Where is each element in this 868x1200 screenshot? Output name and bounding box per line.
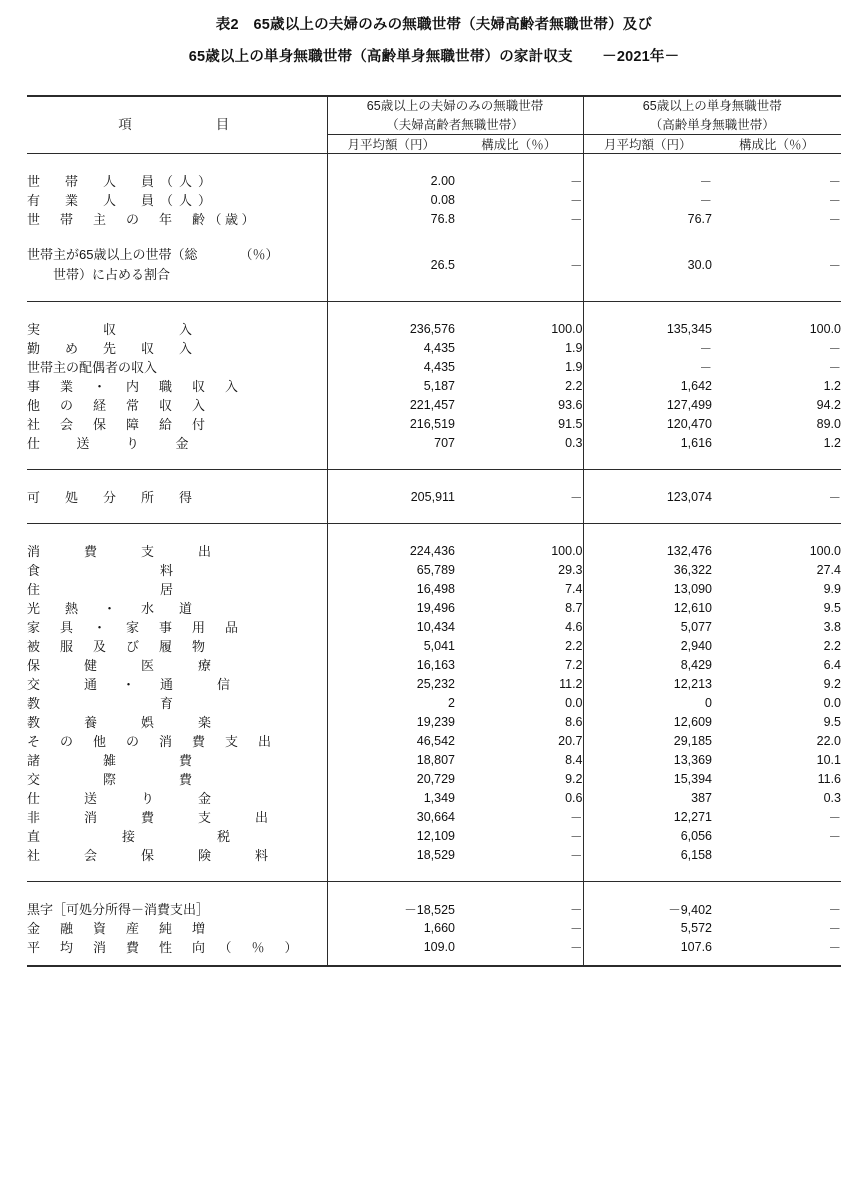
row-single-amount: 12,213 xyxy=(583,674,712,693)
row-couple-share: － xyxy=(569,174,583,189)
row-couple-amount: 18,807 xyxy=(327,750,455,769)
row-single-share: 9.9 xyxy=(823,581,841,596)
table-row xyxy=(27,674,841,693)
row-couple-share: 2.2 xyxy=(565,378,583,393)
row-couple-share: 100.0 xyxy=(551,543,583,558)
row-single-amount: 76.7 xyxy=(583,209,712,228)
row-couple-amount: 4,435 xyxy=(327,357,455,376)
row-couple-share: 8.4 xyxy=(565,752,583,767)
row-couple-amount: 236,576 xyxy=(327,319,455,338)
row-couple-share: 1.9 xyxy=(565,340,583,355)
row-couple-share: 4.6 xyxy=(565,619,583,634)
row-label: 黒字［可処分所得－消費支出］ xyxy=(27,902,210,918)
row-couple-share: － xyxy=(569,902,583,917)
row-label: 被 服 及 び 履 物 xyxy=(27,639,209,655)
row-couple-amount: 224,436 xyxy=(327,541,455,560)
row-label: 仕 送 り 金 xyxy=(27,436,193,452)
row-couple-amount: 12,109 xyxy=(327,826,455,845)
row-label: 住 居 xyxy=(27,582,180,598)
row-single-share: － xyxy=(828,810,841,825)
table-row xyxy=(27,579,841,598)
header-group-couple-line1: 65歳以上の夫婦のみの無職世帯 xyxy=(366,98,544,113)
header-group-couple xyxy=(327,96,583,135)
row-couple-amount: 16,498 xyxy=(327,579,455,598)
row-couple-share: － xyxy=(569,940,583,955)
table-row xyxy=(27,655,841,674)
row-couple-amount: 19,496 xyxy=(327,598,455,617)
row-single-share: 1.2 xyxy=(823,378,841,393)
row-single-share: 22.0 xyxy=(816,733,841,748)
row-single-share: － xyxy=(828,360,841,375)
header-single-share: 構成比（％） xyxy=(712,135,841,154)
row-label: 諸 雑 費 xyxy=(27,753,199,769)
header-group-single-line2: （高齢単身無職世帯） xyxy=(649,117,775,132)
row-label: 光 熱 ・ 水 道 xyxy=(27,601,199,617)
row-single-amount: 5,572 xyxy=(583,918,712,937)
row-label: 平 均 消 費 性 向 （ ％ ） xyxy=(27,940,302,956)
table-row xyxy=(27,209,841,228)
row-single-amount: 132,476 xyxy=(583,541,712,560)
row-couple-share: 8.7 xyxy=(565,600,583,615)
row-single-share: 100.0 xyxy=(809,321,841,336)
row-couple-amount: 26.5 xyxy=(327,245,455,284)
row-single-share xyxy=(712,845,841,864)
row-couple-share: 29.3 xyxy=(558,562,583,577)
row-label: 世 帯 人 員（人） xyxy=(27,174,218,190)
row-single-share: 94.2 xyxy=(816,397,841,412)
row-single-share: － xyxy=(828,258,841,273)
row-single-share: 1.2 xyxy=(823,435,841,450)
row-single-share: 0.3 xyxy=(823,790,841,805)
row-label: 勤 め 先 収 入 xyxy=(27,341,199,357)
row-couple-share: 1.9 xyxy=(565,359,583,374)
row-single-amount: 2,940 xyxy=(583,636,712,655)
row-single-amount: 12,609 xyxy=(583,712,712,731)
row-couple-share: 2.2 xyxy=(565,638,583,653)
row-couple-amount: 65,789 xyxy=(327,560,455,579)
spacer xyxy=(27,154,841,171)
row-couple-amount: 0.08 xyxy=(327,190,455,209)
table-row xyxy=(27,560,841,579)
row-single-amount: 120,470 xyxy=(583,414,712,433)
row-couple-share: 8.6 xyxy=(565,714,583,729)
row-label: 事 業 ・ 内 職 収 入 xyxy=(27,379,242,395)
row-couple-amount: 46,542 xyxy=(327,731,455,750)
row-couple-share: 0.6 xyxy=(565,790,583,805)
table-row xyxy=(27,598,841,617)
spacer xyxy=(27,506,841,524)
row-label: 可 処 分 所 得 xyxy=(27,490,199,506)
row-single-share: 9.2 xyxy=(823,676,841,691)
row-couple-share: 100.0 xyxy=(551,321,583,336)
row-single-amount: 1,616 xyxy=(583,433,712,452)
row-couple-amount: 20,729 xyxy=(327,769,455,788)
row-single-share: 2.2 xyxy=(823,638,841,653)
table-row xyxy=(27,487,841,506)
row-single-amount: 0 xyxy=(583,693,712,712)
row-single-share: 9.5 xyxy=(823,714,841,729)
spacer xyxy=(27,956,841,966)
row-couple-share: 7.4 xyxy=(565,581,583,596)
row-label: 直 接 税 xyxy=(27,829,237,845)
row-couple-share: 20.7 xyxy=(558,733,583,748)
table-row xyxy=(27,750,841,769)
row-single-amount: 12,610 xyxy=(583,598,712,617)
row-single-share: － xyxy=(828,193,841,208)
row-single-share: － xyxy=(828,174,841,189)
row-label: 食 料 xyxy=(27,563,180,579)
table-row xyxy=(27,245,841,284)
spacer xyxy=(27,524,841,541)
row-label: 社 会 保 障 給 付 xyxy=(27,417,209,433)
row-label-line1-text: 世帯主が65歳以上の世帯（総 xyxy=(27,247,198,263)
row-single-share: 9.5 xyxy=(823,600,841,615)
row-couple-share: 0.3 xyxy=(565,435,583,450)
table-row xyxy=(27,636,841,655)
table-row xyxy=(27,807,841,826)
row-single-share: 11.6 xyxy=(817,771,841,786)
row-single-share: － xyxy=(828,341,841,356)
row-label: 教 育 xyxy=(27,696,180,712)
row-couple-amount: 25,232 xyxy=(327,674,455,693)
row-couple-share: － xyxy=(569,258,583,273)
row-couple-share: 93.6 xyxy=(558,397,583,412)
row-single-amount: 107.6 xyxy=(583,937,712,956)
table-row xyxy=(27,357,841,376)
row-couple-share: 7.2 xyxy=(565,657,583,672)
row-single-share: 100.0 xyxy=(809,543,841,558)
row-label: 他 の 経 常 収 入 xyxy=(27,398,209,414)
row-couple-share: 9.2 xyxy=(565,771,583,786)
row-couple-share: 91.5 xyxy=(558,416,583,431)
row-couple-amount: 18,529 xyxy=(327,845,455,864)
row-couple-amount: 707 xyxy=(327,433,455,452)
row-single-amount: 5,077 xyxy=(583,617,712,636)
header-group-single-line1: 65歳以上の単身無職世帯 xyxy=(642,98,782,113)
table-row xyxy=(27,937,841,956)
row-couple-amount: 4,435 xyxy=(327,338,455,357)
row-couple-amount: 19,239 xyxy=(327,712,455,731)
row-single-amount: 30.0 xyxy=(583,245,712,284)
row-label: 交 際 費 xyxy=(27,772,199,788)
spacer xyxy=(27,470,841,487)
table-row xyxy=(27,395,841,414)
row-label: 非 消 費 支 出 xyxy=(27,810,275,826)
row-single-amount: 8,429 xyxy=(583,655,712,674)
row-single-amount: 15,394 xyxy=(583,769,712,788)
table-row xyxy=(27,171,841,190)
row-single-share: 27.4 xyxy=(816,562,841,577)
row-couple-share: － xyxy=(569,829,583,844)
row-label: 有 業 人 員（人） xyxy=(27,193,218,209)
row-couple-share: － xyxy=(569,921,583,936)
table-row xyxy=(27,190,841,209)
row-label: 実 収 入 xyxy=(27,322,199,338)
row-couple-amount: 216,519 xyxy=(327,414,455,433)
table-row xyxy=(27,693,841,712)
row-single-amount: 6,158 xyxy=(583,845,712,864)
header-couple-share: 構成比（％） xyxy=(455,135,583,154)
row-couple-share: － xyxy=(569,848,583,863)
row-label: 世 帯 主 の 年 齢（歳） xyxy=(27,212,259,228)
header-group-couple-line2: （夫婦高齢者無職世帯） xyxy=(386,117,524,132)
row-single-share: 6.4 xyxy=(823,657,841,672)
row-single-share: 10.1 xyxy=(816,752,841,767)
row-single-amount: 13,090 xyxy=(583,579,712,598)
row-couple-share: － xyxy=(569,212,583,227)
row-single-amount: 13,369 xyxy=(583,750,712,769)
table-row xyxy=(27,433,841,452)
row-single-amount: － xyxy=(583,171,712,190)
row-single-share: 0.0 xyxy=(823,695,841,710)
row-single-amount: － xyxy=(583,357,712,376)
row-label: 世帯主の配偶者の収入 xyxy=(27,360,158,376)
row-couple-amount: 30,664 xyxy=(327,807,455,826)
row-single-amount: 135,345 xyxy=(583,319,712,338)
row-label-line2: 世帯）に占める割合 xyxy=(53,266,171,282)
row-single-amount: 1,642 xyxy=(583,376,712,395)
row-single-share: － xyxy=(828,829,841,844)
row-label: 金 融 資 産 純 増 xyxy=(27,921,209,937)
row-label: 仕 送 り 金 xyxy=(27,791,218,807)
row-couple-share: － xyxy=(569,193,583,208)
row-couple-amount: 109.0 xyxy=(327,937,455,956)
row-couple-amount: 76.8 xyxy=(327,209,455,228)
spacer xyxy=(27,882,841,899)
table-row xyxy=(27,376,841,395)
table-header-row-groups xyxy=(27,96,841,135)
title-line-2: 65歳以上の単身無職世帯（高齢単身無職世帯）の家計収支 －2021年－ xyxy=(188,49,680,66)
row-label: 交 通 ・ 通 信 xyxy=(27,677,237,693)
spacer xyxy=(27,228,841,245)
row-single-share: － xyxy=(828,940,841,955)
table-row xyxy=(27,899,841,918)
row-single-amount: 12,271 xyxy=(583,807,712,826)
row-single-amount: － xyxy=(583,190,712,209)
row-label: 家 具 ・ 家 事 用 品 xyxy=(27,620,242,636)
row-couple-amount: 10,434 xyxy=(327,617,455,636)
table-row xyxy=(27,414,841,433)
row-single-share: － xyxy=(828,212,841,227)
row-couple-share: 0.0 xyxy=(565,695,583,710)
row-single-share: 89.0 xyxy=(816,416,841,431)
row-couple-share: － xyxy=(569,490,583,505)
row-single-amount: －9,402 xyxy=(583,899,712,918)
title-line-1: 表2 65歳以上の夫婦のみの無職世帯（夫婦高齢者無職世帯）及び xyxy=(215,17,653,33)
table-row xyxy=(27,617,841,636)
table-row xyxy=(27,731,841,750)
row-single-share: 3.8 xyxy=(823,619,841,634)
row-single-amount: 36,322 xyxy=(583,560,712,579)
table-row xyxy=(27,918,841,937)
row-single-amount: 29,185 xyxy=(583,731,712,750)
row-label: 社 会 保 険 料 xyxy=(27,848,275,864)
row-label: 保 健 医 療 xyxy=(27,658,218,674)
table-row xyxy=(27,845,841,864)
table-row xyxy=(27,541,841,560)
row-single-share: － xyxy=(828,490,841,505)
row-label: 教 養 娯 楽 xyxy=(27,715,218,731)
table-row xyxy=(27,712,841,731)
table-bottom-rule xyxy=(27,966,841,967)
row-single-amount: 6,056 xyxy=(583,826,712,845)
spacer xyxy=(27,302,841,319)
header-group-single xyxy=(583,96,841,135)
table-title xyxy=(0,0,868,69)
row-couple-amount: 5,041 xyxy=(327,636,455,655)
row-couple-amount: 1,660 xyxy=(327,918,455,937)
row-couple-amount: 1,349 xyxy=(327,788,455,807)
row-couple-share: 11.2 xyxy=(559,676,583,691)
header-single-amount: 月平均額（円） xyxy=(583,135,712,154)
row-single-share: － xyxy=(828,921,841,936)
row-label-unit: （％） xyxy=(239,247,279,263)
row-couple-amount: 221,457 xyxy=(327,395,455,414)
row-label: そ の 他 の 消 費 支 出 xyxy=(27,734,275,750)
row-label-line1 xyxy=(27,245,327,265)
row-single-amount: 123,074 xyxy=(583,487,712,506)
row-single-amount: － xyxy=(583,338,712,357)
household-budget-table xyxy=(27,95,841,968)
spacer xyxy=(27,452,841,470)
table-row xyxy=(27,769,841,788)
row-single-share: － xyxy=(828,902,841,917)
row-couple-share: － xyxy=(569,810,583,825)
row-couple-amount: 205,911 xyxy=(327,487,455,506)
table-row xyxy=(27,338,841,357)
row-couple-amount: －18,525 xyxy=(327,899,455,918)
row-label xyxy=(27,245,327,284)
header-couple-amount: 月平均額（円） xyxy=(327,135,455,154)
row-couple-amount: 5,187 xyxy=(327,376,455,395)
spacer xyxy=(27,284,841,302)
spacer xyxy=(27,864,841,882)
table-row xyxy=(27,826,841,845)
table-row xyxy=(27,319,841,338)
row-couple-amount: 16,163 xyxy=(327,655,455,674)
row-single-amount: 127,499 xyxy=(583,395,712,414)
row-couple-amount: 2.00 xyxy=(327,171,455,190)
header-item-column: 項 目 xyxy=(118,117,236,133)
row-label: 消 費 支 出 xyxy=(27,544,218,560)
row-couple-amount: 2 xyxy=(327,693,455,712)
table-row xyxy=(27,788,841,807)
row-single-amount: 387 xyxy=(583,788,712,807)
